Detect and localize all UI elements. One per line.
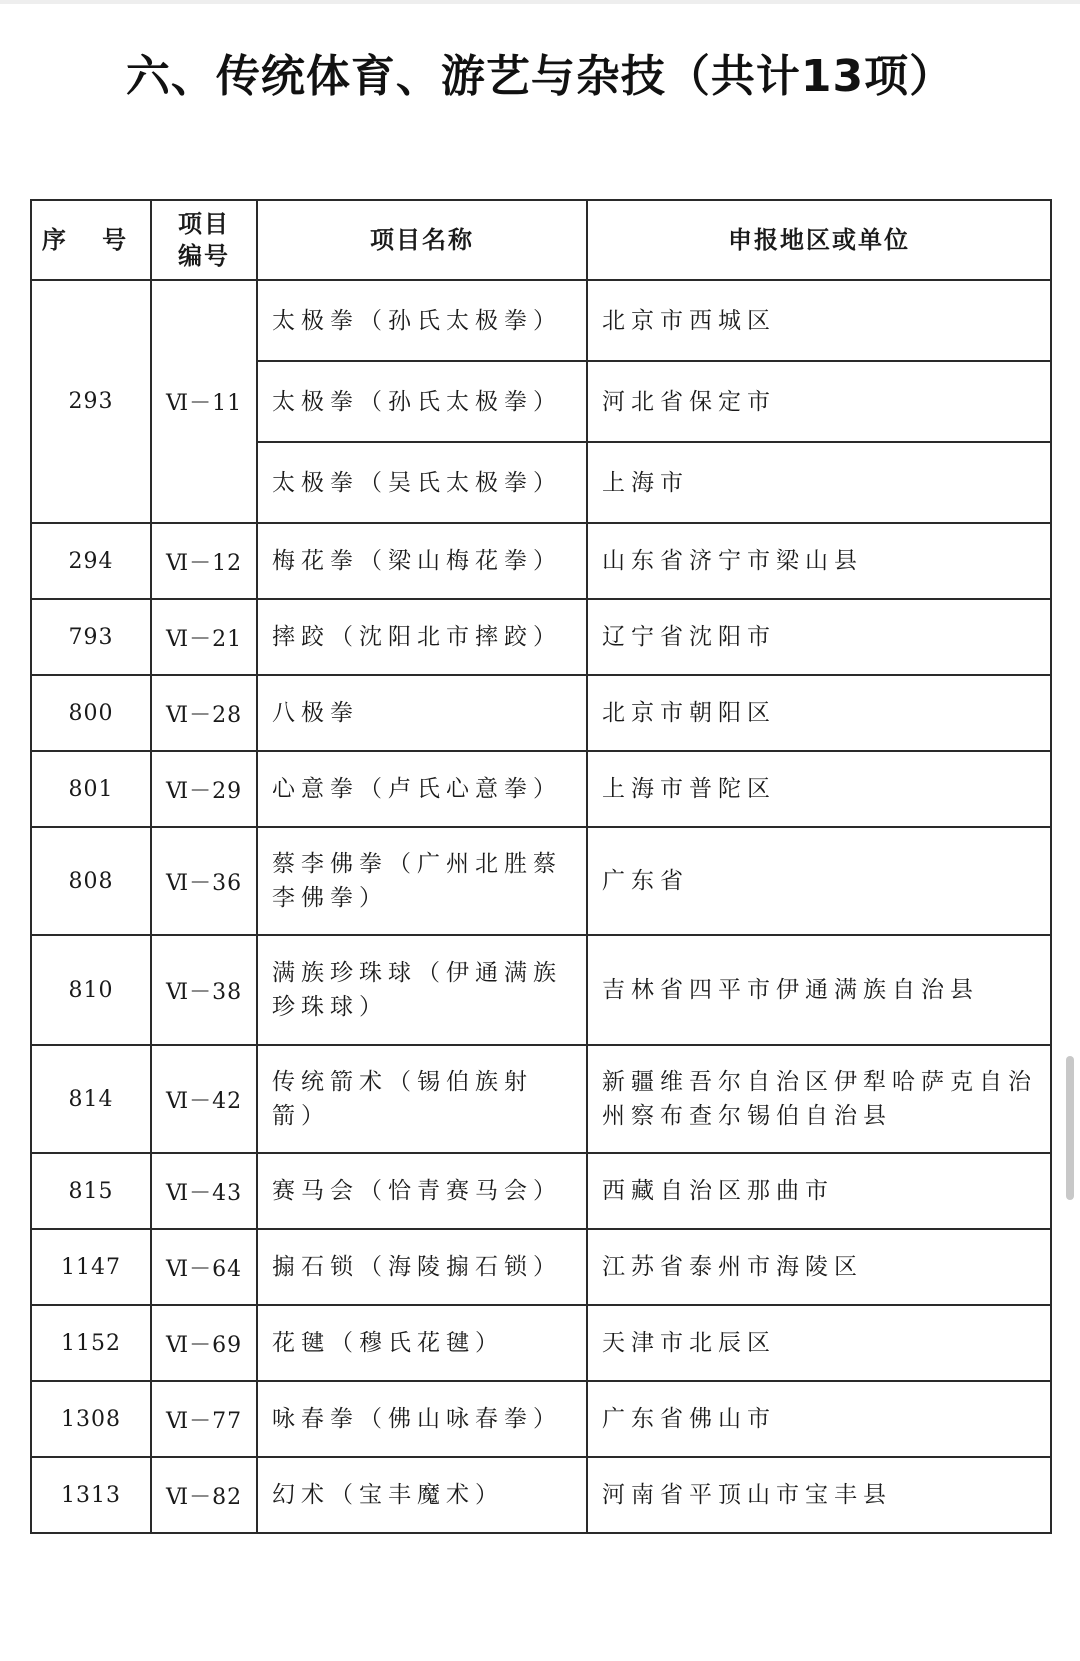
cell-name: 传统箭术（锡伯族射箭） [257, 1045, 587, 1153]
cell-area: 河南省平顶山市宝丰县 [587, 1457, 1051, 1533]
header-area: 申报地区或单位 [587, 200, 1051, 280]
cell-num: 810 [31, 935, 151, 1045]
cell-area: 上海市普陀区 [587, 751, 1051, 827]
cell-area: 江苏省泰州市海陵区 [587, 1229, 1051, 1305]
cell-code: Ⅵ－64 [151, 1229, 257, 1305]
table-row [31, 1153, 1051, 1229]
cell-code: Ⅵ－11 [151, 280, 257, 523]
table-row [31, 1457, 1051, 1533]
cell-area: 上海市 [587, 442, 1051, 523]
cell-code: Ⅵ－38 [151, 935, 257, 1045]
top-divider [0, 0, 1080, 4]
cell-area: 天津市北辰区 [587, 1305, 1051, 1381]
cell-name: 蔡李佛拳（广州北胜蔡李佛拳） [257, 827, 587, 935]
header-code [151, 200, 257, 280]
cell-code: Ⅵ－12 [151, 523, 257, 599]
cell-name: 摔跤（沈阳北市摔跤） [257, 599, 587, 675]
cell-num: 293 [31, 280, 151, 523]
cell-num: 815 [31, 1153, 151, 1229]
cell-num: 808 [31, 827, 151, 935]
cell-name: 咏春拳（佛山咏春拳） [257, 1381, 587, 1457]
header-name: 项目名称 [257, 200, 587, 280]
cell-area: 新疆维吾尔自治区伊犁哈萨克自治州察布查尔锡伯自治县 [587, 1045, 1051, 1153]
cell-name: 幻术（宝丰魔术） [257, 1457, 587, 1533]
header-code-line1: 项目 [178, 210, 230, 238]
cell-name: 太极拳（吴氏太极拳） [257, 442, 587, 523]
table-row [31, 1381, 1051, 1457]
header-seq: 序 号 [31, 200, 151, 280]
table-row [31, 751, 1051, 827]
cell-code: Ⅵ－43 [151, 1153, 257, 1229]
heritage-table [30, 199, 1052, 1534]
cell-code: Ⅵ－77 [151, 1381, 257, 1457]
cell-area: 山东省济宁市梁山县 [587, 523, 1051, 599]
cell-code: Ⅵ－82 [151, 1457, 257, 1533]
cell-num: 1152 [31, 1305, 151, 1381]
cell-area: 广东省佛山市 [587, 1381, 1051, 1457]
table-row [31, 523, 1051, 599]
cell-code: Ⅵ－36 [151, 827, 257, 935]
table-row [31, 675, 1051, 751]
cell-name: 梅花拳（梁山梅花拳） [257, 523, 587, 599]
cell-num: 1147 [31, 1229, 151, 1305]
cell-name: 满族珍珠球（伊通满族珍珠球） [257, 935, 587, 1045]
cell-code: Ⅵ－29 [151, 751, 257, 827]
scrollbar-thumb[interactable] [1066, 1056, 1074, 1200]
cell-area: 吉林省四平市伊通满族自治县 [587, 935, 1051, 1045]
cell-name: 搧石锁（海陵搧石锁） [257, 1229, 587, 1305]
cell-num: 793 [31, 599, 151, 675]
table-row [31, 1305, 1051, 1381]
header-code-line2: 编号 [178, 242, 230, 270]
table-row [31, 599, 1051, 675]
table-row [31, 827, 1051, 935]
cell-name: 花毽（穆氏花毽） [257, 1305, 587, 1381]
cell-num: 1313 [31, 1457, 151, 1533]
cell-name: 太极拳（孙氏太极拳） [257, 361, 587, 442]
cell-area: 河北省保定市 [587, 361, 1051, 442]
cell-name: 赛马会（恰青赛马会） [257, 1153, 587, 1229]
cell-area: 北京市西城区 [587, 280, 1051, 361]
cell-area: 西藏自治区那曲市 [587, 1153, 1051, 1229]
cell-code: Ⅵ－28 [151, 675, 257, 751]
cell-area: 广东省 [587, 827, 1051, 935]
cell-code: Ⅵ－21 [151, 599, 257, 675]
cell-code: Ⅵ－69 [151, 1305, 257, 1381]
table-row [31, 935, 1051, 1045]
cell-area: 辽宁省沈阳市 [587, 599, 1051, 675]
cell-num: 814 [31, 1045, 151, 1153]
table-row [31, 1229, 1051, 1305]
cell-num: 294 [31, 523, 151, 599]
cell-num: 800 [31, 675, 151, 751]
cell-name: 心意拳（卢氏心意拳） [257, 751, 587, 827]
cell-name: 太极拳（孙氏太极拳） [257, 280, 587, 361]
table-row [31, 280, 1051, 361]
cell-num: 1308 [31, 1381, 151, 1457]
cell-area: 北京市朝阳区 [587, 675, 1051, 751]
cell-code: Ⅵ－42 [151, 1045, 257, 1153]
cell-name: 八极拳 [257, 675, 587, 751]
table-row [31, 1045, 1051, 1153]
page-title: 六、传统体育、游艺与杂技（共计13项） [125, 51, 955, 102]
cell-num: 801 [31, 751, 151, 827]
table-header-row [31, 200, 1051, 280]
